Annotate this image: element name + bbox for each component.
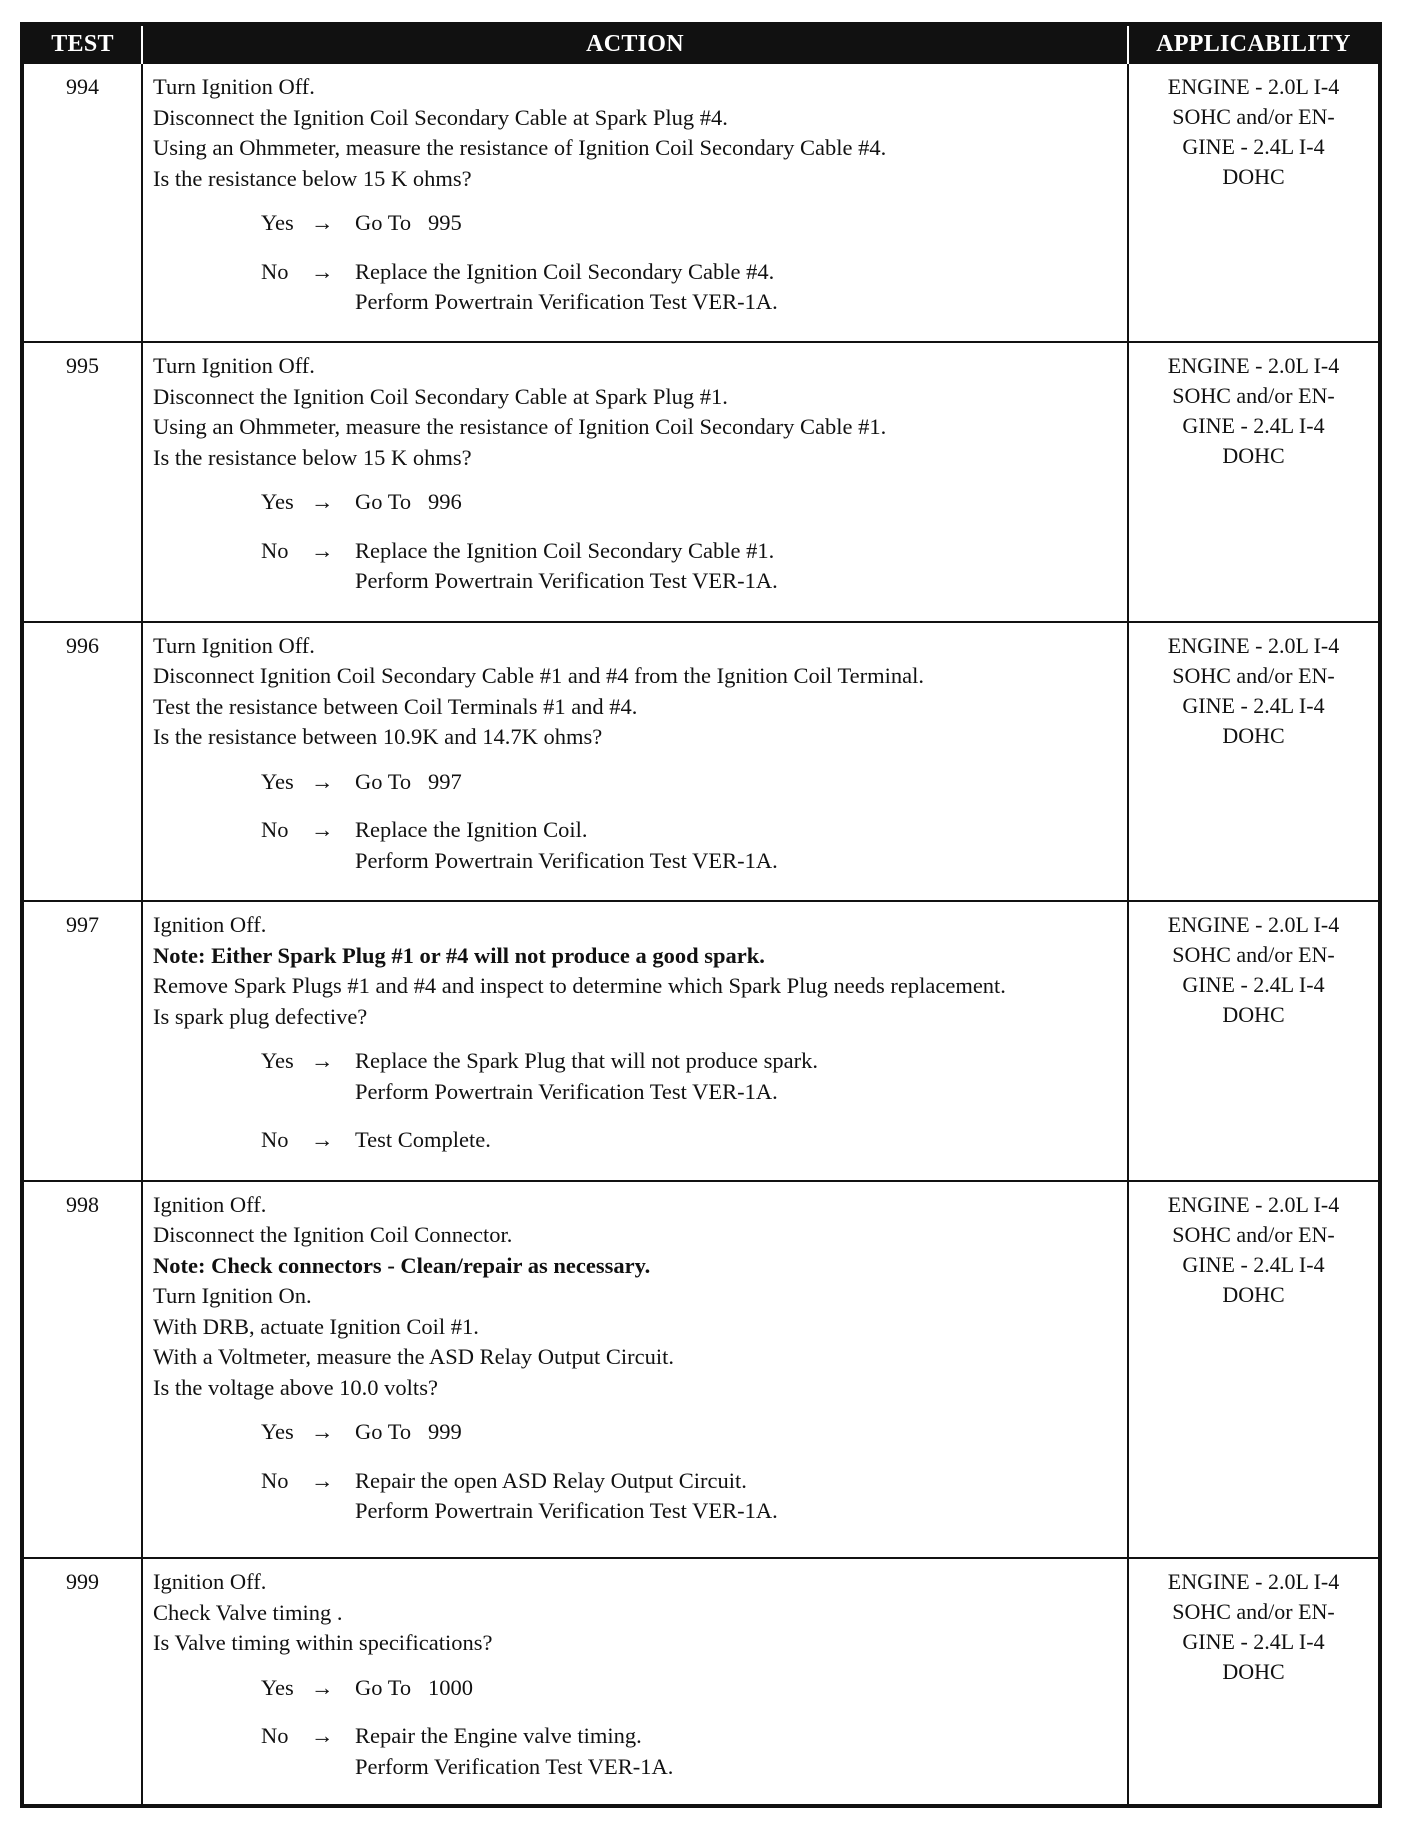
applicability-line: SOHC and/or EN-	[1172, 104, 1335, 129]
result-line: Go To 995	[355, 210, 462, 235]
no-result	[355, 815, 1119, 876]
header-action: ACTION	[142, 26, 1128, 63]
yes-label: Yes	[261, 210, 294, 235]
action-step: Turn Ignition On.	[153, 1283, 312, 1309]
action-step: Check Valve timing .	[153, 1599, 343, 1625]
no-result	[355, 1466, 1119, 1527]
action-step: Turn Ignition Off.	[153, 74, 315, 99]
test-number: 994	[24, 63, 142, 342]
applicability-cell	[1128, 63, 1378, 342]
applicability-line: GINE - 2.4L I-4	[1182, 1629, 1325, 1655]
applicability-line: DOHC	[1222, 443, 1285, 469]
no-branch	[261, 536, 1119, 597]
action-step: With a Voltmeter, measure the ASD Relay Output Circuit.	[153, 1344, 675, 1370]
action-note: Note: Check connectors - Clean/repair as necessary.	[153, 1252, 651, 1278]
action-step: Using an Ohmmeter, measure the resistance of Ignition Coil Secondary Cable #1.	[153, 414, 887, 440]
action-step: Ignition Off.	[153, 1191, 267, 1217]
applicability-line: GINE - 2.4L I-4	[1182, 413, 1325, 439]
no-label: No	[261, 1467, 289, 1493]
action-step: Remove Spark Plugs #1 and #4 and inspect to determine which Spark Plug needs replacement.	[153, 973, 1006, 999]
action-step: Is Valve timing within specifications?	[153, 1630, 493, 1656]
result-line: Perform Powertrain Verification Test VER-1A.	[355, 289, 778, 314]
right-arrow-icon: →	[311, 1048, 334, 1074]
action-step: Test the resistance between Coil Terminals #1 and #4.	[153, 693, 638, 719]
result-line: Perform Powertrain Verification Test VER-1A.	[355, 568, 778, 594]
action-step: Disconnect the Ignition Coil Connector.	[153, 1222, 513, 1248]
action-step: Is the resistance below 15 K ohms?	[153, 165, 472, 191]
action-cell	[142, 342, 1128, 621]
no-label: No	[261, 817, 289, 843]
result-line: Go To 999	[355, 1419, 462, 1445]
applicability-line: ENGINE - 2.0L I-4	[1167, 1569, 1340, 1595]
action-cell	[142, 622, 1128, 901]
yes-label: Yes	[261, 1419, 294, 1445]
right-arrow-icon: →	[311, 1674, 334, 1700]
yes-result	[355, 767, 1119, 798]
action-step: With DRB, actuate Ignition Coil #1.	[153, 1313, 479, 1339]
right-arrow-icon: →	[311, 768, 334, 794]
result-line: Perform Powertrain Verification Test VER-1A.	[355, 1078, 778, 1104]
diagnostic-test-table	[24, 26, 1378, 1804]
right-arrow-icon: →	[311, 537, 334, 563]
table-row	[24, 63, 1378, 342]
header-applicability: APPLICABILITY	[1128, 26, 1378, 63]
yes-result	[355, 1046, 1119, 1107]
applicability-line: GINE - 2.4L I-4	[1182, 1251, 1325, 1277]
result-line: Test Complete.	[355, 1127, 491, 1153]
applicability-cell	[1128, 622, 1378, 901]
applicability-line: SOHC and/or EN-	[1172, 1221, 1335, 1247]
applicability-line: DOHC	[1222, 164, 1285, 189]
yes-label: Yes	[261, 768, 294, 794]
right-arrow-icon: →	[311, 817, 334, 843]
answer-choices	[153, 1417, 1119, 1527]
yes-label: Yes	[261, 1674, 294, 1700]
yes-branch	[261, 767, 1119, 798]
result-line: Go To 1000	[355, 1674, 474, 1700]
action-step: Ignition Off.	[153, 912, 267, 938]
applicability-line: SOHC and/or EN-	[1172, 383, 1335, 409]
yes-branch	[261, 1417, 1119, 1448]
yes-result	[355, 487, 1119, 518]
right-arrow-icon: →	[311, 1723, 334, 1749]
yes-result	[355, 1417, 1119, 1448]
test-number: 998	[24, 1181, 142, 1558]
yes-branch	[261, 1046, 1119, 1107]
applicability-line: DOHC	[1222, 1659, 1285, 1685]
test-number: 997	[24, 901, 142, 1180]
answer-choices	[153, 208, 1119, 318]
answer-choices	[153, 487, 1119, 597]
no-branch	[261, 1721, 1119, 1782]
right-arrow-icon: →	[311, 489, 334, 515]
right-arrow-icon: →	[311, 1127, 334, 1153]
applicability-line: ENGINE - 2.0L I-4	[1167, 912, 1340, 938]
result-line: Replace the Ignition Coil Secondary Cable #4.	[355, 258, 775, 284]
diagnostic-table-frame	[20, 22, 1382, 1808]
action-cell	[142, 1181, 1128, 1558]
applicability-cell	[1128, 342, 1378, 621]
action-step: Disconnect the Ignition Coil Secondary Cable at Spark Plug #1.	[153, 383, 728, 409]
no-label: No	[261, 1723, 289, 1749]
yes-branch	[261, 1673, 1119, 1704]
table-row	[24, 342, 1378, 621]
no-result	[355, 536, 1119, 597]
yes-label: Yes	[261, 489, 294, 515]
action-step: Is the resistance below 15 K ohms?	[153, 444, 472, 470]
action-step: Turn Ignition Off.	[153, 632, 315, 658]
result-line: Go To 996	[355, 489, 462, 515]
test-number: 995	[24, 342, 142, 621]
action-cell	[142, 63, 1128, 342]
applicability-cell	[1128, 1558, 1378, 1804]
action-step: Is the resistance between 10.9K and 14.7K ohms?	[153, 724, 603, 750]
yes-branch	[261, 487, 1119, 518]
action-step: Is the voltage above 10.0 volts?	[153, 1374, 438, 1400]
applicability-line: GINE - 2.4L I-4	[1182, 692, 1325, 718]
action-note: Note: Either Spark Plug #1 or #4 will not produce a good spark.	[153, 942, 765, 968]
result-line: Replace the Ignition Coil Secondary Cable #1.	[355, 537, 775, 563]
test-number: 996	[24, 622, 142, 901]
no-result	[355, 1125, 1119, 1156]
applicability-line: GINE - 2.4L I-4	[1182, 134, 1325, 159]
yes-label: Yes	[261, 1048, 294, 1074]
result-line: Replace the Spark Plug that will not produce spark.	[355, 1048, 819, 1074]
action-step: Using an Ohmmeter, measure the resistance of Ignition Coil Secondary Cable #4.	[153, 135, 887, 160]
applicability-cell	[1128, 901, 1378, 1180]
no-label: No	[261, 258, 289, 284]
action-step: Turn Ignition Off.	[153, 353, 315, 379]
result-line: Replace the Ignition Coil.	[355, 817, 588, 843]
applicability-line: GINE - 2.4L I-4	[1182, 972, 1325, 998]
applicability-line: DOHC	[1222, 722, 1285, 748]
no-branch	[261, 1466, 1119, 1527]
applicability-line: SOHC and/or EN-	[1172, 662, 1335, 688]
table-row	[24, 622, 1378, 901]
applicability-line: DOHC	[1222, 1281, 1285, 1307]
applicability-line: ENGINE - 2.0L I-4	[1167, 353, 1340, 379]
right-arrow-icon: →	[311, 1467, 334, 1493]
no-label: No	[261, 537, 289, 563]
action-step: Disconnect Ignition Coil Secondary Cable #1 and #4 from the Ignition Coil Terminal.	[153, 663, 924, 689]
result-line: Perform Powertrain Verification Test VER-1A.	[355, 847, 778, 873]
table-row	[24, 1558, 1378, 1804]
applicability-line: ENGINE - 2.0L I-4	[1167, 632, 1340, 658]
result-line: Perform Verification Test VER-1A.	[355, 1753, 674, 1779]
no-label: No	[261, 1127, 289, 1153]
no-branch	[261, 815, 1119, 876]
applicability-cell	[1128, 1181, 1378, 1558]
action-cell	[142, 1558, 1128, 1804]
no-branch	[261, 1125, 1119, 1156]
table-row	[24, 1181, 1378, 1558]
yes-branch	[261, 208, 1119, 239]
no-result	[355, 1721, 1119, 1782]
applicability-line: ENGINE - 2.0L I-4	[1167, 1191, 1340, 1217]
applicability-line: ENGINE - 2.0L I-4	[1167, 74, 1340, 99]
applicability-line: SOHC and/or EN-	[1172, 1599, 1335, 1625]
result-line: Repair the Engine valve timing.	[355, 1723, 642, 1749]
action-step: Is spark plug defective?	[153, 1003, 368, 1029]
table-header-row	[24, 26, 1378, 63]
right-arrow-icon: →	[311, 1419, 334, 1445]
action-step: Ignition Off.	[153, 1569, 267, 1595]
action-step: Disconnect the Ignition Coil Secondary Cable at Spark Plug #4.	[153, 104, 728, 130]
applicability-line: SOHC and/or EN-	[1172, 942, 1335, 968]
result-line: Repair the open ASD Relay Output Circuit.	[355, 1467, 747, 1493]
yes-result	[355, 208, 1119, 239]
yes-result	[355, 1673, 1119, 1704]
right-arrow-icon: →	[311, 210, 334, 235]
table-row	[24, 901, 1378, 1180]
no-branch	[261, 257, 1119, 318]
applicability-line: DOHC	[1222, 1002, 1285, 1028]
header-test: TEST	[24, 26, 142, 63]
action-cell	[142, 901, 1128, 1180]
right-arrow-icon: →	[311, 258, 334, 284]
answer-choices	[153, 1673, 1119, 1783]
no-result	[355, 257, 1119, 318]
test-number: 999	[24, 1558, 142, 1804]
answer-choices	[153, 767, 1119, 877]
result-line: Go To 997	[355, 768, 462, 794]
answer-choices	[153, 1046, 1119, 1156]
result-line: Perform Powertrain Verification Test VER-1A.	[355, 1498, 778, 1524]
